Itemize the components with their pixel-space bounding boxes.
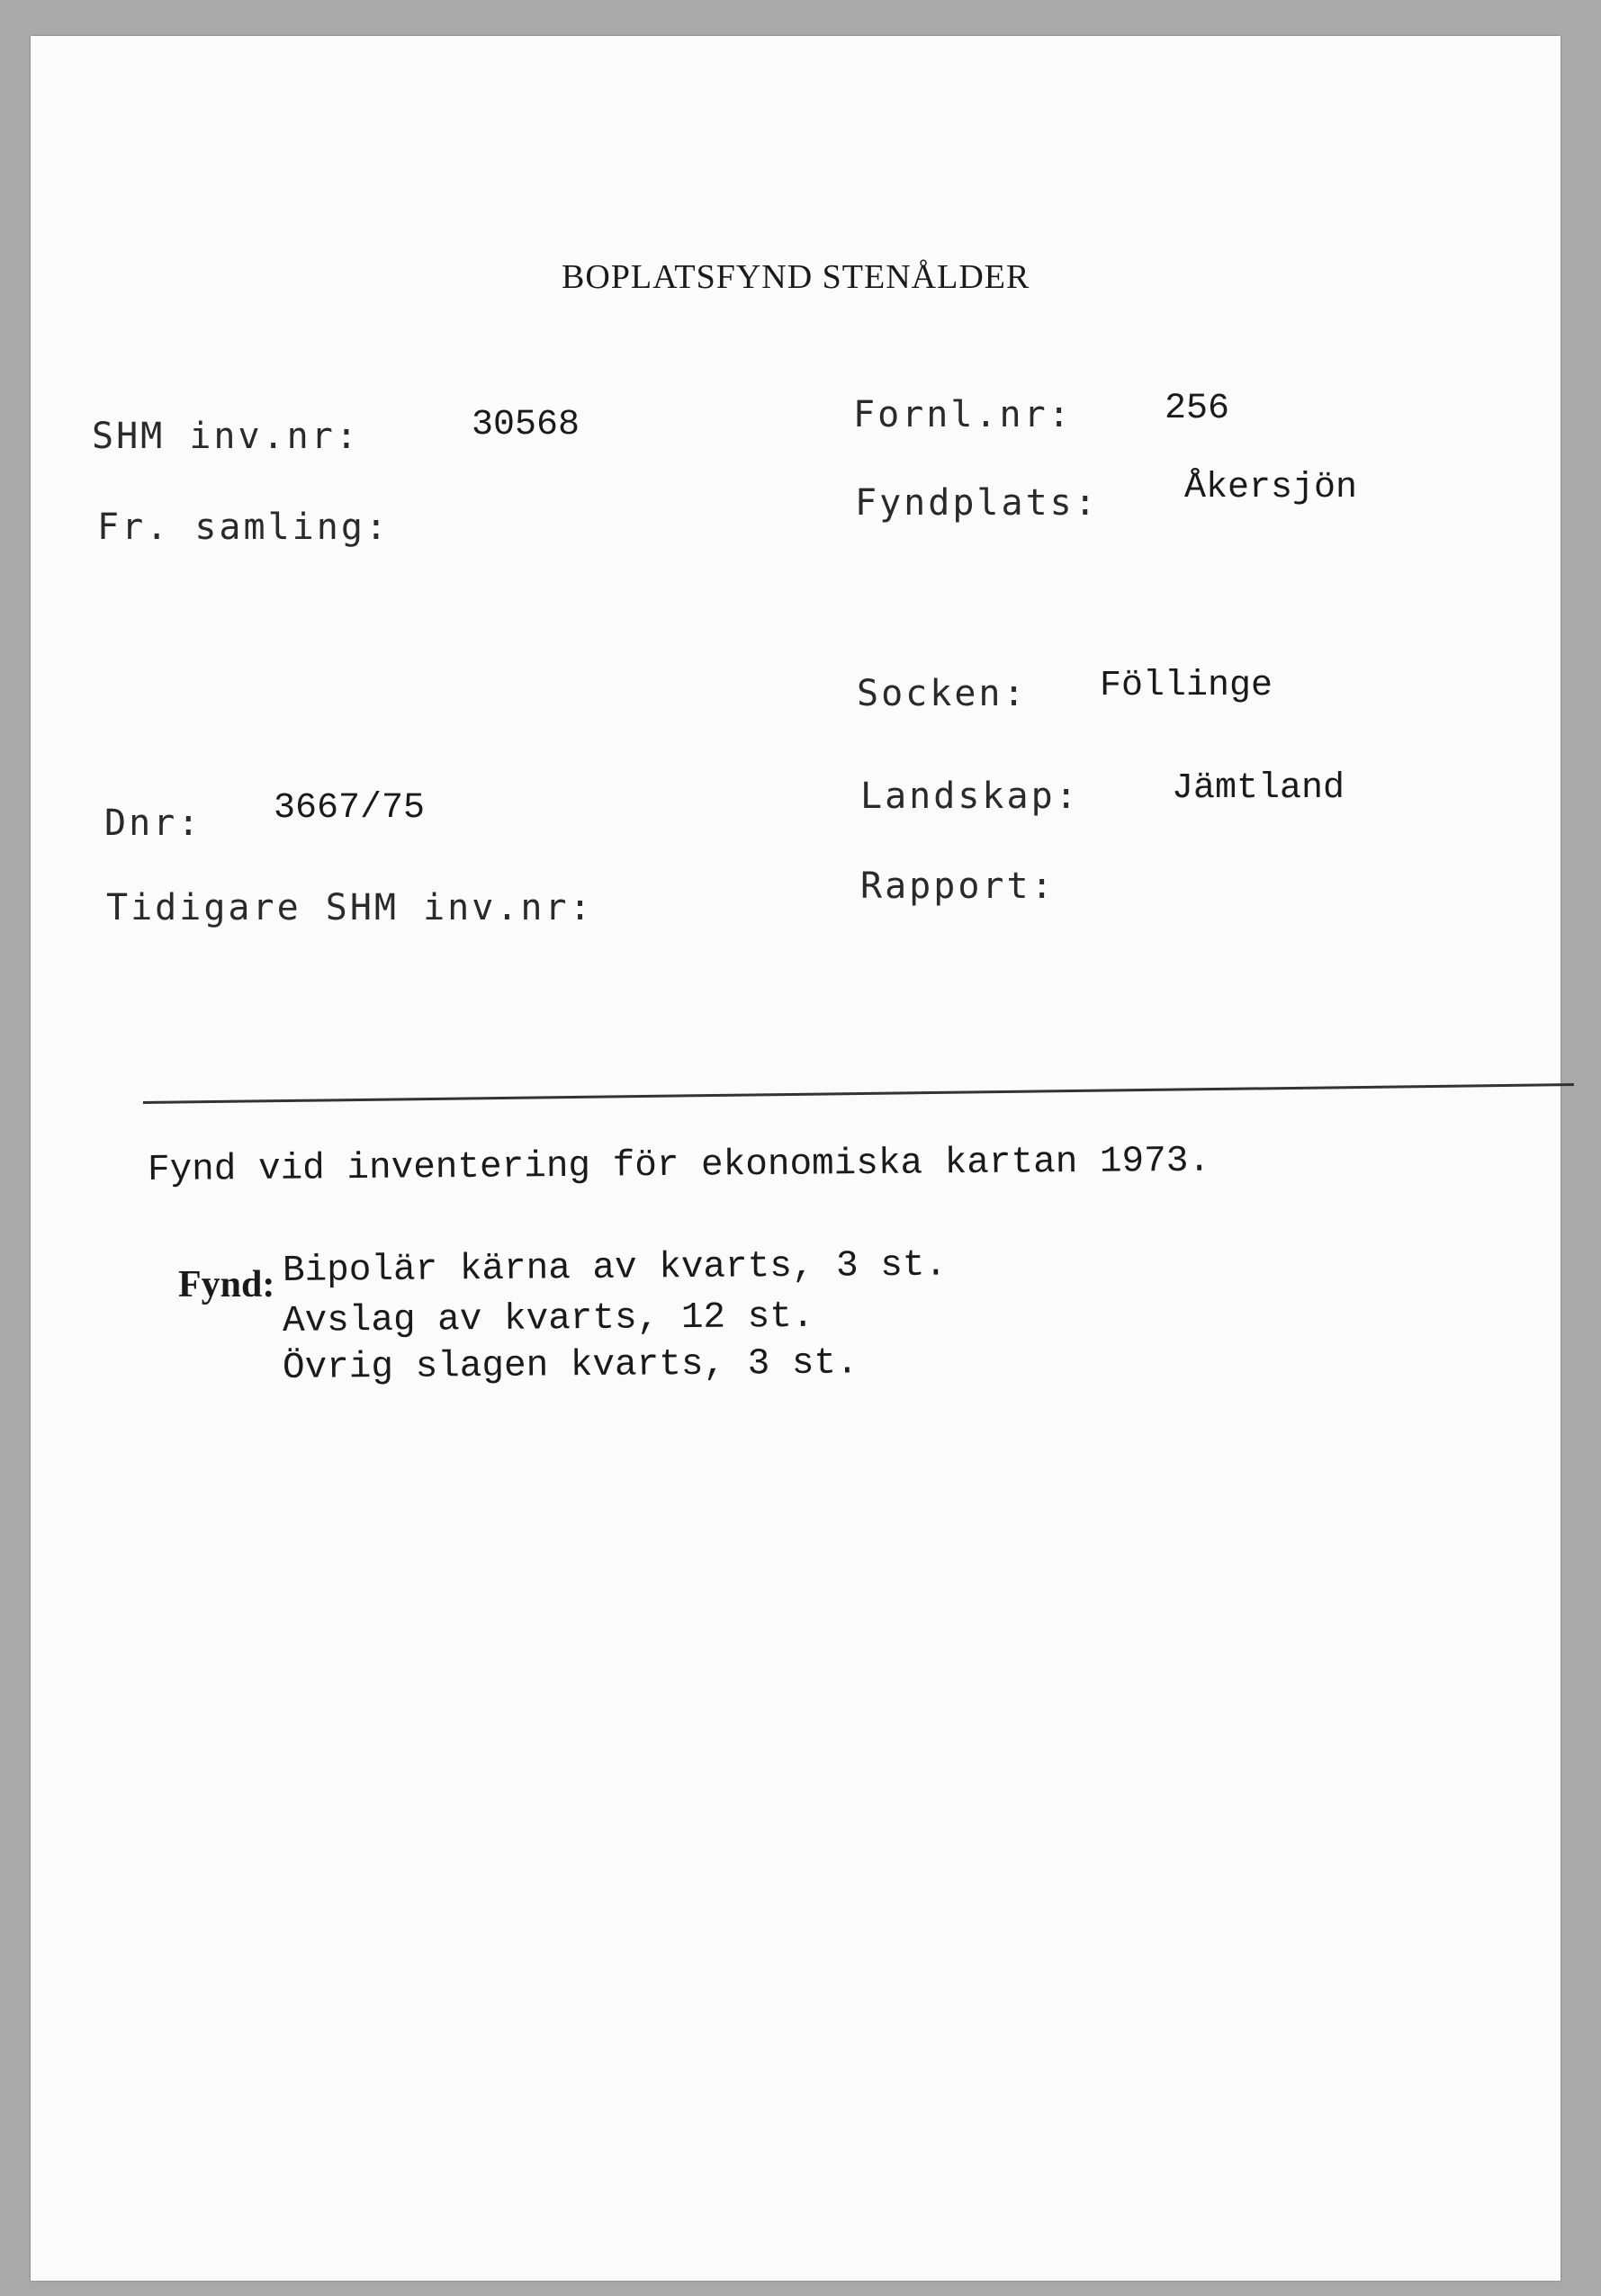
landskap-label: Landskap: — [860, 776, 1080, 817]
landskap-value: Jämtland — [1172, 768, 1345, 809]
finds-label: Fynd: — [178, 1264, 275, 1305]
divider-line — [143, 1083, 1574, 1104]
fr-samling-label: Fr. samling: — [97, 507, 390, 548]
socken-label: Socken: — [857, 673, 1028, 714]
rapport-label: Rapport: — [860, 865, 1056, 907]
catalog-card — [31, 36, 1561, 2281]
fornl-nr-value: 256 — [1165, 389, 1230, 429]
finds-item-2: Avslag av kvarts, 12 st. — [282, 1296, 814, 1342]
dnr-label: Dnr: — [104, 803, 202, 844]
finds-item-3: Övrig slagen kvarts, 3 st. — [282, 1342, 859, 1389]
fyndplats-value: Åkersjön — [1184, 468, 1358, 508]
socken-value: Föllinge — [1100, 666, 1273, 706]
fornl-nr-label: Fornl.nr: — [853, 394, 1073, 435]
fyndplats-label: Fyndplats: — [855, 482, 1099, 524]
card-title: BOPLATSFYND STENÅLDER — [562, 258, 1030, 296]
dnr-value: 3667/75 — [274, 788, 426, 829]
shm-inv-nr-label: SHM inv.nr: — [92, 416, 360, 457]
description-text: Fynd vid inventering för ekonomiska kartan 1973. — [147, 1140, 1211, 1191]
finds-item-1: Bipolär kärna av kvarts, 3 st. — [282, 1244, 948, 1292]
shm-inv-nr-value: 30568 — [472, 405, 580, 445]
tidigare-shm-inv-nr-label: Tidigare SHM inv.nr: — [106, 887, 594, 928]
